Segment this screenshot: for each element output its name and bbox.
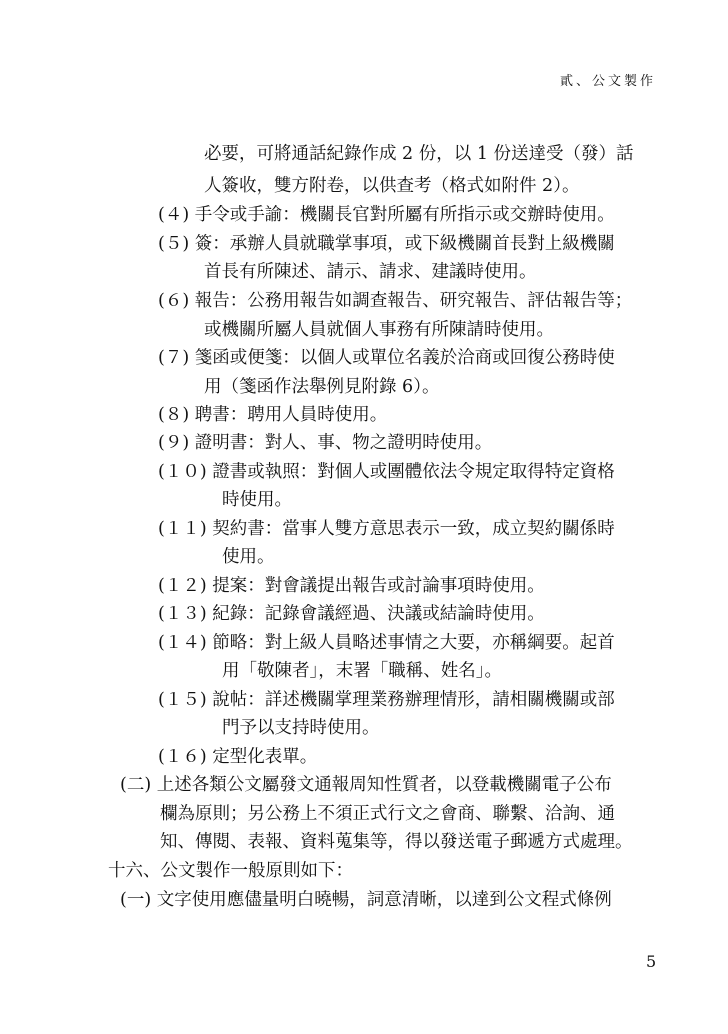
text-line: 門予以支持時使用。 xyxy=(222,718,380,738)
text-line: 欄為原則；另公務上不須正式行文之會商、聯繫、洽詢、通 xyxy=(160,804,615,824)
text-line: 使用。 xyxy=(222,547,275,567)
list-item: (８) 聘書：聘用人員時使用。 xyxy=(158,405,388,425)
list-item: (１２) 提案：對會議提出報告或討論事項時使用。 xyxy=(158,576,545,596)
list-item: (７) 箋函或便箋：以個人或單位名義於洽商或回復公務時使 xyxy=(158,348,615,368)
list-item: (６) 報告：公務用報告如調查報告、研究報告、評估報告等； xyxy=(158,291,633,311)
text-line: 首長有所陳述、請示、請求、建議時使用。 xyxy=(204,262,537,282)
list-item: (二) 上述各類公文屬發文通報周知性質者，以登載機關電子公布 xyxy=(120,775,612,795)
text-line: 用「敬陳者」，末署「職稱、姓名」。 xyxy=(222,661,502,681)
text-line: 必要，可將通話紀錄作成 2 份，以 1 份送達受（發）話 xyxy=(204,144,634,164)
list-item: (一) 文字使用應儘量明白曉暢，詞意清晰，以達到公文程式條例 xyxy=(120,890,612,910)
text-line: 用（箋函作法舉例見附錄 6）。 xyxy=(204,377,440,397)
list-item: (１４) 節略：對上級人員略述事情之大要，亦稱綱要。起首 xyxy=(158,633,615,653)
text-line: 知、傳閱、表報、資料蒐集等，得以發送電子郵遞方式處理。 xyxy=(160,832,633,852)
list-item: (９) 證明書：對人、事、物之證明時使用。 xyxy=(158,433,493,453)
list-item: (４) 手令或手諭：機關長官對所屬有所指示或交辦時使用。 xyxy=(158,205,615,225)
list-item: (１０) 證書或執照：對個人或團體依法令規定取得特定資格 xyxy=(158,462,615,482)
list-item: (５) 簽：承辦人員就職掌事項，或下級機關首長對上級機關 xyxy=(158,234,615,254)
page-number: 5 xyxy=(646,952,657,971)
list-item: (１５) 說帖：詳述機關掌理業務辦理情形，請相關機關或部 xyxy=(158,690,615,710)
text-line: 或機關所屬人員就個人事務有所陳請時使用。 xyxy=(204,320,554,340)
section-heading: 十六、公文製作一般原則如下： xyxy=(108,861,353,881)
text-line: 人簽收，雙方附卷，以供查考（格式如附件 2）。 xyxy=(204,176,580,196)
text-line: 時使用。 xyxy=(222,490,292,510)
list-item: (１３) 紀錄：記錄會議經過、決議或結論時使用。 xyxy=(158,604,545,624)
running-header: 貳、公文製作 xyxy=(560,74,657,89)
list-item: (１６) 定型化表單。 xyxy=(158,747,318,767)
list-item: (１１) 契約書：當事人雙方意思表示一致，成立契約關係時 xyxy=(158,519,615,539)
